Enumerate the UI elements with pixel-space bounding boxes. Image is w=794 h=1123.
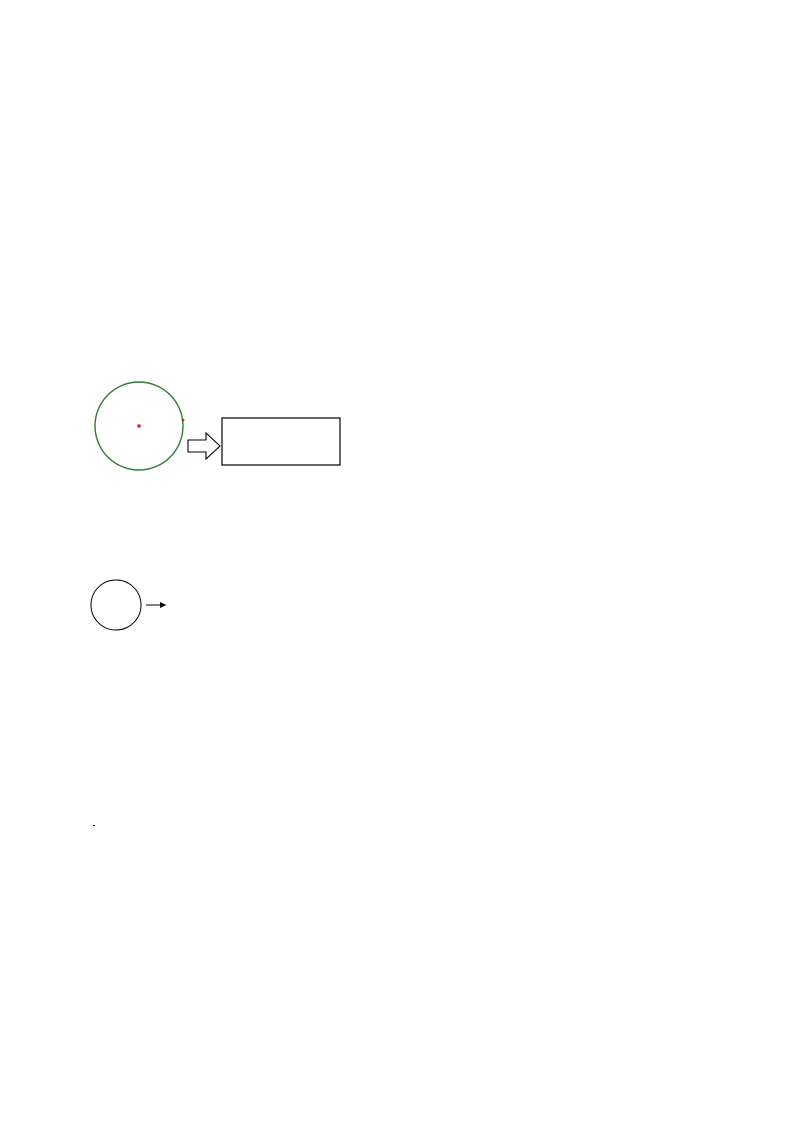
q13-rectangle [222, 418, 340, 465]
arrow-right-icon [188, 433, 220, 459]
q13-circle-edge-dot [182, 419, 185, 422]
judge-2 [92, 813, 712, 837]
q13-figure [92, 380, 354, 475]
fraction-one-half [93, 825, 95, 826]
q13-circle-center [137, 424, 141, 428]
arrow-right-icon [160, 602, 166, 608]
q14-figure [88, 578, 268, 634]
q14-circle [91, 580, 141, 630]
